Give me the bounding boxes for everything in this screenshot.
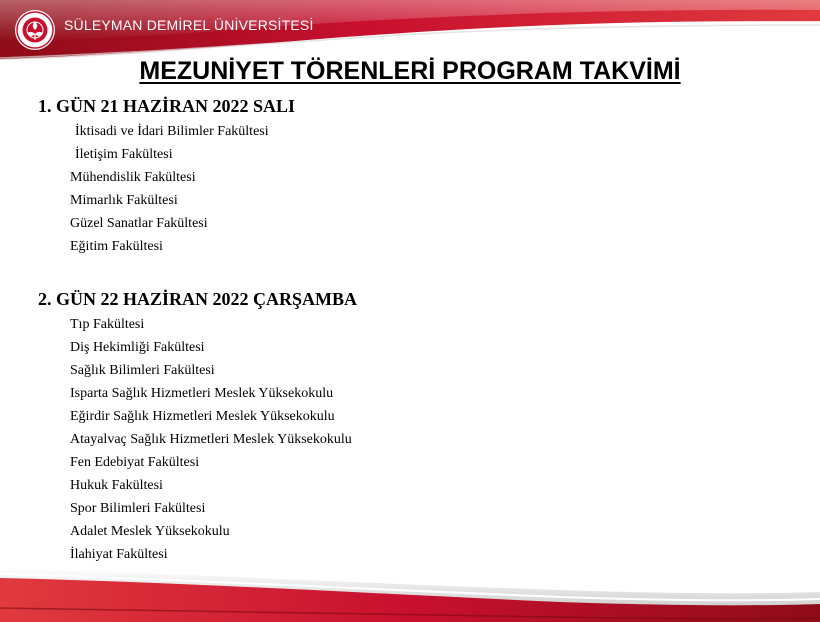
list-item: Güzel Sanatlar Fakültesi xyxy=(70,216,208,231)
list-item: Fen Edebiyat Fakültesi xyxy=(70,455,200,470)
list-item: İlahiyat Fakültesi xyxy=(70,547,168,562)
list-item: İktisadi ve İdari Bilimler Fakültesi xyxy=(75,124,269,139)
list-item: Sağlık Bilimleri Fakültesi xyxy=(70,363,215,378)
list-item: Hukuk Fakültesi xyxy=(70,478,163,493)
list-item: Eğitim Fakültesi xyxy=(70,239,163,254)
list-item: Diş Hekimliği Fakültesi xyxy=(70,340,205,355)
footer-band xyxy=(0,560,820,622)
list-item: Adalet Meslek Yüksekokulu xyxy=(70,524,230,539)
page-title: MEZUNİYET TÖRENLERİ PROGRAM TAKVİMİ xyxy=(139,57,681,85)
university-name: SÜLEYMAN DEMİREL ÜNİVERSİTESİ xyxy=(64,17,314,33)
list-item: Atayalvaç Sağlık Hizmetleri Meslek Yüksekokulu xyxy=(70,432,352,447)
list-item: Spor Bilimleri Fakültesi xyxy=(70,501,206,516)
day-1-faculty-list xyxy=(70,120,269,258)
day-2-faculty-list xyxy=(70,313,352,566)
list-item: Eğirdir Sağlık Hizmetleri Meslek Yüksekokulu xyxy=(70,409,335,424)
list-item: Tıp Fakültesi xyxy=(70,317,145,332)
list-item: Mühendislik Fakültesi xyxy=(70,170,196,185)
list-item: İletişim Fakültesi xyxy=(75,147,173,162)
university-seal-icon xyxy=(14,9,56,51)
list-item: Isparta Sağlık Hizmetleri Meslek Yüksekokulu xyxy=(70,386,334,401)
day-2-heading: 2. GÜN 22 HAZİRAN 2022 ÇARŞAMBA xyxy=(38,289,358,309)
list-item: Mimarlık Fakültesi xyxy=(70,193,178,208)
day-1-heading: 1. GÜN 21 HAZİRAN 2022 SALI xyxy=(38,96,296,116)
